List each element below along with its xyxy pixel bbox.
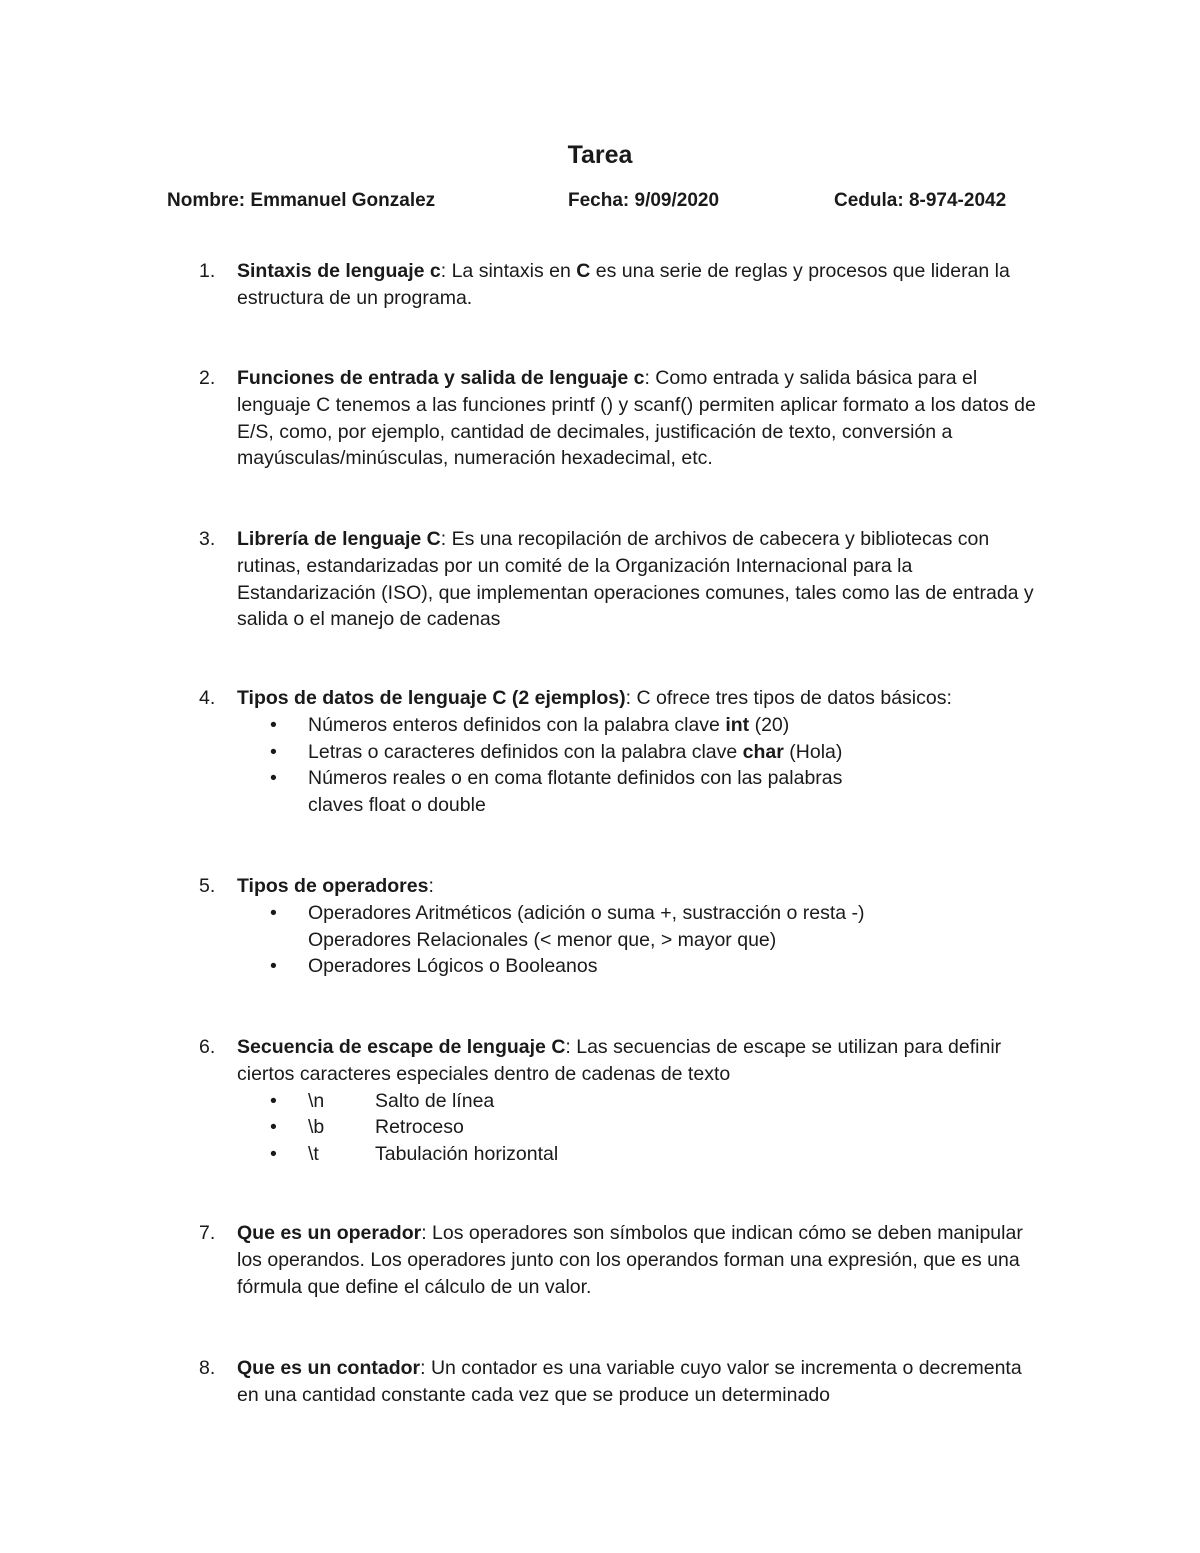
- item-text: (20): [749, 713, 790, 736]
- list-item: [237, 1114, 1037, 1141]
- question-term: Funciones de entrada y salida de lenguaje c: [237, 367, 645, 389]
- cedula-field: Cedula: 8-974-2042: [834, 190, 1007, 211]
- answer-text: es una serie de reglas y procesos que lideran la estructura de un programa.: [237, 260, 1010, 309]
- answer-text: : Las secuencias de escape se utilizan para definir ciertos caracteres especiales dentro de cadenas de texto: [237, 1036, 1002, 1085]
- escape-description: Retroceso: [375, 1116, 464, 1139]
- bullet-icon: •: [270, 1143, 277, 1166]
- item-text: (Hola): [783, 740, 843, 763]
- list-item: [237, 712, 1037, 739]
- question-number: 4.: [199, 687, 216, 709]
- bullet-icon: •: [270, 767, 277, 790]
- question-term: Sintaxis de lenguaje c: [237, 260, 441, 282]
- answer-text: : Es una recopilación de archivos de cabecera y bibliotecas con rutinas, estandarizadas por un comité de la Organización Internacional para la Estandarización (ISO), que implementan operaciones comunes, tales como las de entrada y salida o el manejo de cadenas: [237, 528, 1034, 631]
- answer-text: : C ofrece tres tipos de datos básicos:: [625, 687, 952, 709]
- answer-text: :: [428, 875, 434, 897]
- nombre-field: Nombre: Emmanuel Gonzalez: [167, 190, 436, 211]
- question-number: 2.: [199, 367, 216, 389]
- page-title: Tarea: [567, 141, 633, 169]
- answer-bold: C: [576, 260, 591, 282]
- item-text: Operadores Relacionales (< menor que, > mayor que): [308, 928, 777, 951]
- question-text: [237, 365, 1037, 472]
- bullet-icon: •: [270, 1089, 277, 1112]
- item-text: Operadores Lógicos o Booleanos: [308, 955, 598, 978]
- bullet-icon: •: [270, 740, 277, 763]
- question-4: [199, 685, 1037, 819]
- item-bold: char: [742, 740, 784, 763]
- answer-text: : Los operadores son símbolos que indican cómo se deben manipular los operandos. Los operadores junto con los operandos forman una expresión, que es una fórmula que define el cálculo de un valor.: [237, 1222, 1023, 1298]
- escape-code: \t: [308, 1143, 319, 1166]
- item-text: Números enteros definidos con la palabra clave: [308, 713, 726, 736]
- question-text: [237, 526, 1037, 633]
- fecha-field: Fecha: 9/09/2020: [568, 190, 720, 211]
- list-item: [237, 765, 1037, 819]
- bullet-list: [237, 900, 1037, 980]
- list-item: [237, 1088, 1037, 1115]
- question-1: [199, 258, 1037, 312]
- answer-text: : Un contador es una variable cuyo valor se incrementa o decrementa en una cantidad constante cada vez que se produce un determinado: [237, 1357, 1022, 1406]
- bullet-icon: •: [270, 955, 277, 978]
- escape-code: \n: [308, 1089, 325, 1112]
- bullet-icon: •: [270, 713, 277, 736]
- question-7: [199, 1220, 1037, 1300]
- question-number: 5.: [199, 875, 216, 897]
- question-2: [199, 365, 1037, 472]
- answer-text: : Como entrada y salida básica para el lenguaje C tenemos a las funciones printf () y scanf() permiten aplicar formato a los datos de E/S, como, por ejemplo, cantidad de decimales, justificación de texto, conversión a mayúsculas/minúsculas, numeración hexadecimal, etc.: [237, 367, 1036, 470]
- bullet-list: [237, 712, 1037, 819]
- question-term: Librería de lenguaje C: [237, 528, 441, 550]
- question-term: Tipos de operadores: [237, 875, 429, 897]
- question-term: Que es un operador: [237, 1222, 422, 1244]
- list-item: [237, 953, 1037, 980]
- item-text: claves float o double: [308, 794, 486, 817]
- question-term: Secuencia de escape de lenguaje C: [237, 1036, 566, 1058]
- bullet-icon: •: [270, 1116, 277, 1139]
- item-text: Operadores Aritméticos (adición o suma +, sustracción o resta -): [308, 901, 865, 924]
- escape-list: [237, 1088, 1037, 1168]
- question-text: [237, 1355, 1027, 1409]
- question-term: Que es un contador: [237, 1357, 421, 1379]
- item-text: Letras o caracteres definidos con la palabra clave: [308, 740, 743, 763]
- question-text: [237, 873, 1037, 900]
- question-5: [199, 873, 1037, 980]
- question-text: [237, 1220, 1027, 1300]
- question-number: 7.: [199, 1222, 216, 1244]
- question-text: [237, 1034, 1037, 1088]
- list-item-continuation: [237, 927, 1037, 954]
- question-8: [199, 1355, 1037, 1409]
- answer-text: : La sintaxis en: [440, 260, 577, 282]
- escape-code: \b: [308, 1116, 325, 1139]
- list-item: [237, 1141, 1037, 1168]
- question-text: [237, 258, 1017, 312]
- list-item: [237, 900, 1037, 927]
- question-3: [199, 526, 1037, 633]
- escape-description: Salto de línea: [375, 1089, 495, 1112]
- escape-description: Tabulación horizontal: [375, 1143, 559, 1166]
- question-number: 8.: [199, 1357, 216, 1379]
- item-text: Números reales o en coma flotante definidos con las palabras: [308, 767, 843, 790]
- question-number: 3.: [199, 528, 216, 550]
- question-number: 1.: [199, 260, 216, 282]
- question-term: Tipos de datos de lenguaje C (2 ejemplos): [237, 687, 626, 709]
- question-6: [199, 1034, 1037, 1168]
- bullet-icon: •: [270, 901, 277, 924]
- item-bold: int: [725, 713, 750, 736]
- question-text: [237, 685, 1037, 712]
- list-item: [237, 739, 1037, 766]
- question-number: 6.: [199, 1036, 216, 1058]
